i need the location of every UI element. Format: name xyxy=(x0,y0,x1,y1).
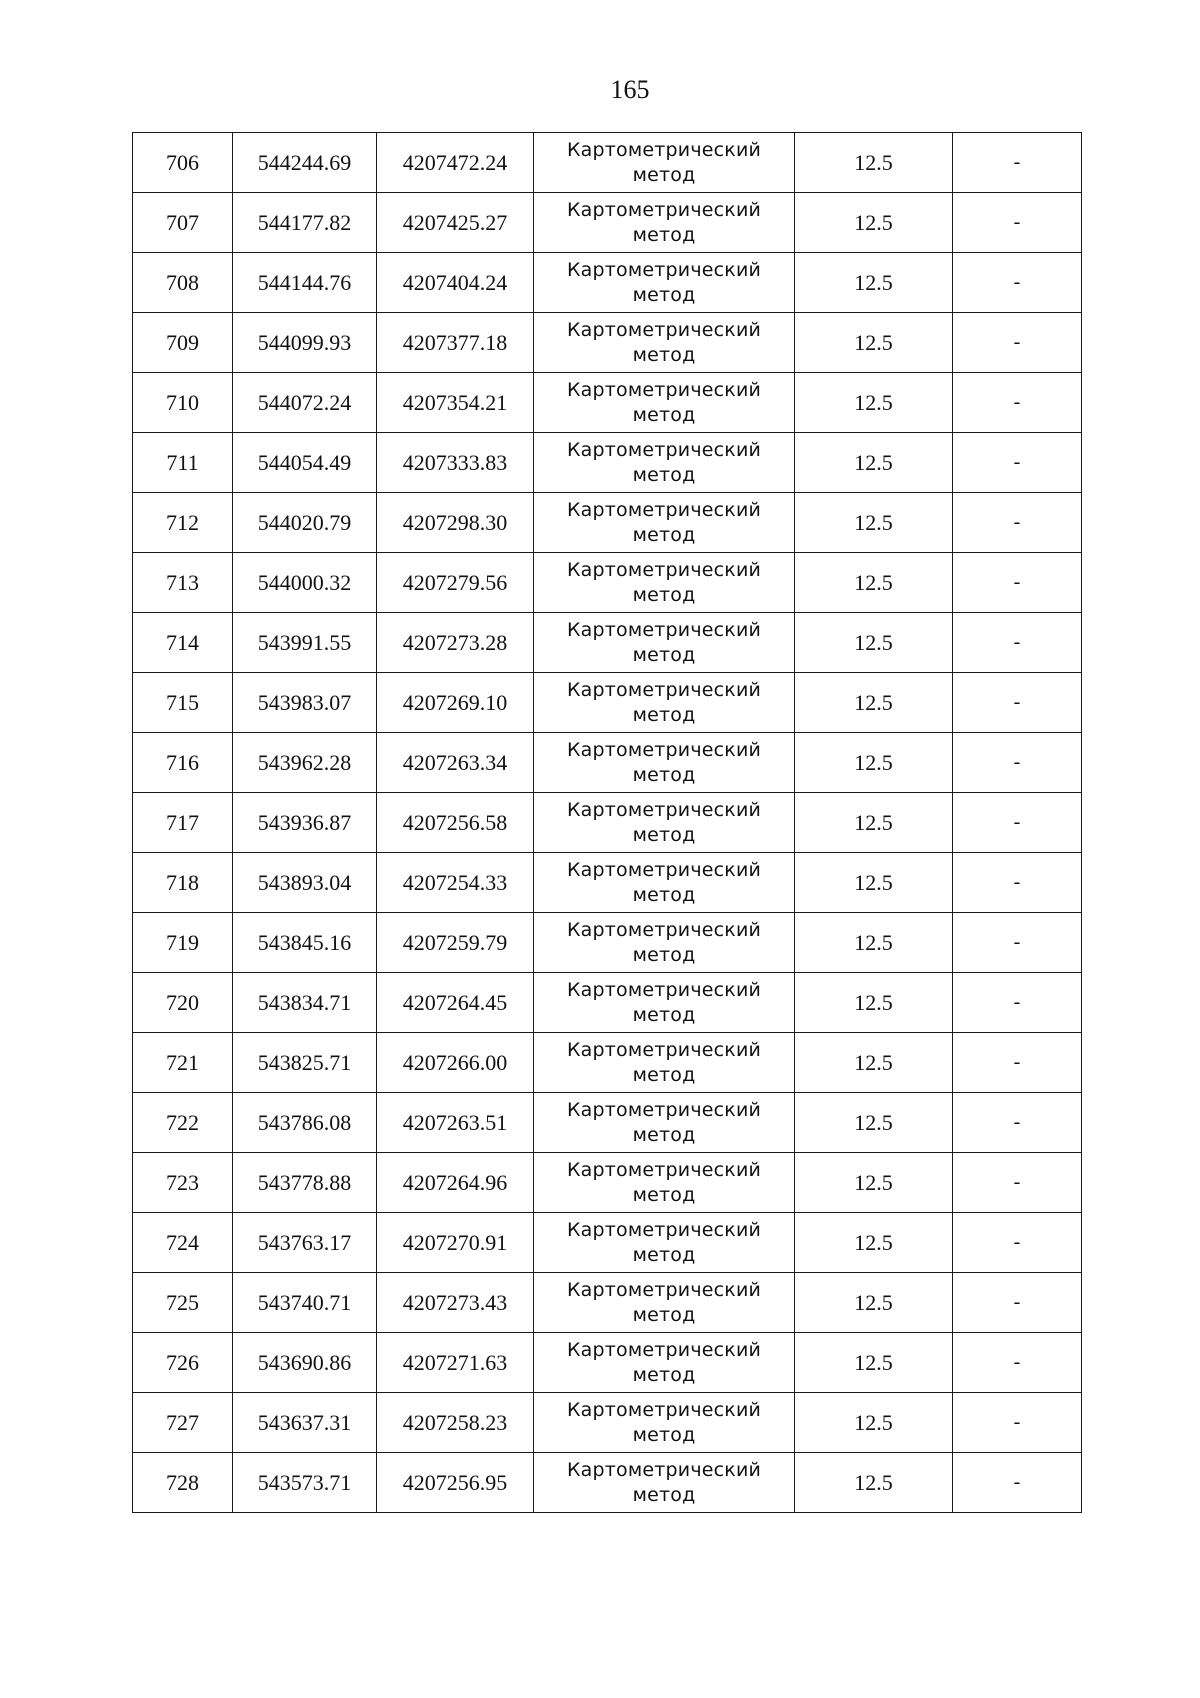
method-cell xyxy=(534,1393,795,1453)
method-line-2: метод xyxy=(632,343,696,366)
accuracy-cell: 12.5 xyxy=(795,1213,953,1273)
x-coordinate-cell: 544177.82 xyxy=(233,193,377,253)
method-cell xyxy=(534,793,795,853)
x-coordinate-cell: 543763.17 xyxy=(233,1213,377,1273)
x-coordinate-cell: 543936.87 xyxy=(233,793,377,853)
x-coordinate-cell: 543983.07 xyxy=(233,673,377,733)
point-number-cell: 715 xyxy=(133,673,233,733)
point-number-cell: 722 xyxy=(133,1093,233,1153)
accuracy-cell: 12.5 xyxy=(795,1093,953,1153)
note-cell: - xyxy=(953,973,1082,1033)
note-cell: - xyxy=(953,1453,1082,1513)
accuracy-cell: 12.5 xyxy=(795,133,953,193)
accuracy-cell: 12.5 xyxy=(795,193,953,253)
point-number-cell: 707 xyxy=(133,193,233,253)
method-cell xyxy=(534,1273,795,1333)
method-line-2: метод xyxy=(632,1483,696,1506)
method-line-1: Картометрический xyxy=(566,558,762,581)
method-line-1: Картометрический xyxy=(566,618,762,641)
y-coordinate-cell: 4207298.30 xyxy=(377,493,534,553)
y-coordinate-cell: 4207270.91 xyxy=(377,1213,534,1273)
method-line-2: метод xyxy=(632,1303,696,1326)
y-coordinate-cell: 4207264.45 xyxy=(377,973,534,1033)
method-line-1: Картометрический xyxy=(566,858,762,881)
method-line-1: Картометрический xyxy=(566,318,762,341)
y-coordinate-cell: 4207264.96 xyxy=(377,1153,534,1213)
point-number-cell: 710 xyxy=(133,373,233,433)
method-cell xyxy=(534,553,795,613)
accuracy-cell: 12.5 xyxy=(795,553,953,613)
x-coordinate-cell: 543834.71 xyxy=(233,973,377,1033)
note-cell: - xyxy=(953,1213,1082,1273)
y-coordinate-cell: 4207273.28 xyxy=(377,613,534,673)
y-coordinate-cell: 4207263.51 xyxy=(377,1093,534,1153)
x-coordinate-cell: 543740.71 xyxy=(233,1273,377,1333)
method-line-2: метод xyxy=(632,943,696,966)
method-cell xyxy=(534,1213,795,1273)
method-cell xyxy=(534,433,795,493)
point-number-cell: 723 xyxy=(133,1153,233,1213)
note-cell: - xyxy=(953,553,1082,613)
accuracy-cell: 12.5 xyxy=(795,733,953,793)
x-coordinate-cell: 543893.04 xyxy=(233,853,377,913)
x-coordinate-cell: 543845.16 xyxy=(233,913,377,973)
note-cell: - xyxy=(953,673,1082,733)
y-coordinate-cell: 4207354.21 xyxy=(377,373,534,433)
method-line-2: метод xyxy=(632,1003,696,1026)
method-line-1: Картометрический xyxy=(566,438,762,461)
table-row xyxy=(133,313,1082,373)
method-line-1: Картометрический xyxy=(566,378,762,401)
note-cell: - xyxy=(953,373,1082,433)
method-line-1: Картометрический xyxy=(566,798,762,821)
method-cell xyxy=(534,733,795,793)
x-coordinate-cell: 543962.28 xyxy=(233,733,377,793)
method-line-2: метод xyxy=(632,1423,696,1446)
point-number-cell: 728 xyxy=(133,1453,233,1513)
table-row xyxy=(133,1153,1082,1213)
table-row xyxy=(133,373,1082,433)
accuracy-cell: 12.5 xyxy=(795,1153,953,1213)
method-line-1: Картометрический xyxy=(566,1038,762,1061)
point-number-cell: 718 xyxy=(133,853,233,913)
table-row xyxy=(133,1393,1082,1453)
method-cell xyxy=(534,973,795,1033)
coordinates-table xyxy=(132,132,1082,1513)
method-line-1: Картометрический xyxy=(566,1158,762,1181)
note-cell: - xyxy=(953,1093,1082,1153)
point-number-cell: 717 xyxy=(133,793,233,853)
table-row xyxy=(133,433,1082,493)
y-coordinate-cell: 4207269.10 xyxy=(377,673,534,733)
y-coordinate-cell: 4207333.83 xyxy=(377,433,534,493)
accuracy-cell: 12.5 xyxy=(795,913,953,973)
method-line-2: метод xyxy=(632,763,696,786)
method-cell xyxy=(534,1453,795,1513)
y-coordinate-cell: 4207404.24 xyxy=(377,253,534,313)
y-coordinate-cell: 4207273.43 xyxy=(377,1273,534,1333)
note-cell: - xyxy=(953,253,1082,313)
point-number-cell: 706 xyxy=(133,133,233,193)
accuracy-cell: 12.5 xyxy=(795,493,953,553)
point-number-cell: 726 xyxy=(133,1333,233,1393)
x-coordinate-cell: 543786.08 xyxy=(233,1093,377,1153)
method-cell xyxy=(534,313,795,373)
note-cell: - xyxy=(953,853,1082,913)
table-row xyxy=(133,253,1082,313)
table-row xyxy=(133,613,1082,673)
method-line-1: Картометрический xyxy=(566,258,762,281)
method-line-2: метод xyxy=(632,1363,696,1386)
point-number-cell: 709 xyxy=(133,313,233,373)
method-line-2: метод xyxy=(632,223,696,246)
method-cell xyxy=(534,1333,795,1393)
point-number-cell: 711 xyxy=(133,433,233,493)
note-cell: - xyxy=(953,133,1082,193)
method-line-1: Картометрический xyxy=(566,138,762,161)
x-coordinate-cell: 543825.71 xyxy=(233,1033,377,1093)
y-coordinate-cell: 4207256.58 xyxy=(377,793,534,853)
method-cell xyxy=(534,1093,795,1153)
accuracy-cell: 12.5 xyxy=(795,1333,953,1393)
method-line-1: Картометрический xyxy=(566,198,762,221)
point-number-cell: 714 xyxy=(133,613,233,673)
table-row xyxy=(133,673,1082,733)
method-line-2: метод xyxy=(632,523,696,546)
note-cell: - xyxy=(953,313,1082,373)
accuracy-cell: 12.5 xyxy=(795,433,953,493)
method-line-2: метод xyxy=(632,1243,696,1266)
method-cell xyxy=(534,1033,795,1093)
x-coordinate-cell: 544244.69 xyxy=(233,133,377,193)
method-line-1: Картометрический xyxy=(566,918,762,941)
method-line-1: Картометрический xyxy=(566,498,762,521)
note-cell: - xyxy=(953,493,1082,553)
note-cell: - xyxy=(953,613,1082,673)
method-line-1: Картометрический xyxy=(566,1278,762,1301)
point-number-cell: 708 xyxy=(133,253,233,313)
y-coordinate-cell: 4207271.63 xyxy=(377,1333,534,1393)
table-row xyxy=(133,1333,1082,1393)
y-coordinate-cell: 4207425.27 xyxy=(377,193,534,253)
table-row xyxy=(133,733,1082,793)
y-coordinate-cell: 4207472.24 xyxy=(377,133,534,193)
coordinates-table-body xyxy=(133,133,1082,1513)
point-number-cell: 719 xyxy=(133,913,233,973)
table-row xyxy=(133,553,1082,613)
page-number: 165 xyxy=(610,75,650,104)
method-line-2: метод xyxy=(632,1183,696,1206)
accuracy-cell: 12.5 xyxy=(795,1453,953,1513)
point-number-cell: 716 xyxy=(133,733,233,793)
method-line-1: Картометрический xyxy=(566,1398,762,1421)
table-row xyxy=(133,133,1082,193)
accuracy-cell: 12.5 xyxy=(795,613,953,673)
method-line-2: метод xyxy=(632,883,696,906)
accuracy-cell: 12.5 xyxy=(795,253,953,313)
method-line-2: метод xyxy=(632,583,696,606)
x-coordinate-cell: 543637.31 xyxy=(233,1393,377,1453)
table-row xyxy=(133,1273,1082,1333)
point-number-cell: 721 xyxy=(133,1033,233,1093)
method-line-2: метод xyxy=(632,403,696,426)
method-cell xyxy=(534,493,795,553)
method-line-1: Картометрический xyxy=(566,1338,762,1361)
x-coordinate-cell: 543991.55 xyxy=(233,613,377,673)
y-coordinate-cell: 4207266.00 xyxy=(377,1033,534,1093)
point-number-cell: 720 xyxy=(133,973,233,1033)
accuracy-cell: 12.5 xyxy=(795,793,953,853)
accuracy-cell: 12.5 xyxy=(795,1393,953,1453)
x-coordinate-cell: 544020.79 xyxy=(233,493,377,553)
accuracy-cell: 12.5 xyxy=(795,1273,953,1333)
method-cell xyxy=(534,673,795,733)
note-cell: - xyxy=(953,793,1082,853)
method-cell xyxy=(534,373,795,433)
method-line-2: метод xyxy=(632,163,696,186)
method-line-1: Картометрический xyxy=(566,1458,762,1481)
x-coordinate-cell: 543778.88 xyxy=(233,1153,377,1213)
y-coordinate-cell: 4207254.33 xyxy=(377,853,534,913)
x-coordinate-cell: 544054.49 xyxy=(233,433,377,493)
x-coordinate-cell: 544099.93 xyxy=(233,313,377,373)
accuracy-cell: 12.5 xyxy=(795,853,953,913)
method-cell xyxy=(534,613,795,673)
note-cell: - xyxy=(953,193,1082,253)
note-cell: - xyxy=(953,433,1082,493)
point-number-cell: 725 xyxy=(133,1273,233,1333)
accuracy-cell: 12.5 xyxy=(795,313,953,373)
y-coordinate-cell: 4207377.18 xyxy=(377,313,534,373)
note-cell: - xyxy=(953,1033,1082,1093)
note-cell: - xyxy=(953,1153,1082,1213)
point-number-cell: 713 xyxy=(133,553,233,613)
note-cell: - xyxy=(953,733,1082,793)
accuracy-cell: 12.5 xyxy=(795,973,953,1033)
method-line-2: метод xyxy=(632,643,696,666)
method-line-2: метод xyxy=(632,703,696,726)
table-row xyxy=(133,493,1082,553)
note-cell: - xyxy=(953,913,1082,973)
point-number-cell: 724 xyxy=(133,1213,233,1273)
method-cell xyxy=(534,193,795,253)
x-coordinate-cell: 543573.71 xyxy=(233,1453,377,1513)
y-coordinate-cell: 4207258.23 xyxy=(377,1393,534,1453)
table-row xyxy=(133,1033,1082,1093)
method-cell xyxy=(534,913,795,973)
point-number-cell: 727 xyxy=(133,1393,233,1453)
method-line-2: метод xyxy=(632,1063,696,1086)
table-row xyxy=(133,853,1082,913)
method-line-2: метод xyxy=(632,823,696,846)
table-row xyxy=(133,193,1082,253)
y-coordinate-cell: 4207263.34 xyxy=(377,733,534,793)
method-line-1: Картометрический xyxy=(566,1218,762,1241)
method-line-1: Картометрический xyxy=(566,738,762,761)
method-line-1: Картометрический xyxy=(566,978,762,1001)
table-row xyxy=(133,1213,1082,1273)
method-line-2: метод xyxy=(632,1123,696,1146)
y-coordinate-cell: 4207279.56 xyxy=(377,553,534,613)
method-cell xyxy=(534,253,795,313)
point-number-cell: 712 xyxy=(133,493,233,553)
accuracy-cell: 12.5 xyxy=(795,373,953,433)
x-coordinate-cell: 543690.86 xyxy=(233,1333,377,1393)
x-coordinate-cell: 544072.24 xyxy=(233,373,377,433)
table-row xyxy=(133,973,1082,1033)
table-row xyxy=(133,1093,1082,1153)
y-coordinate-cell: 4207259.79 xyxy=(377,913,534,973)
table-row xyxy=(133,793,1082,853)
accuracy-cell: 12.5 xyxy=(795,1033,953,1093)
method-cell xyxy=(534,853,795,913)
table-row xyxy=(133,1453,1082,1513)
method-line-1: Картометрический xyxy=(566,1098,762,1121)
note-cell: - xyxy=(953,1393,1082,1453)
x-coordinate-cell: 544000.32 xyxy=(233,553,377,613)
note-cell: - xyxy=(953,1333,1082,1393)
method-cell xyxy=(534,133,795,193)
method-line-1: Картометрический xyxy=(566,678,762,701)
method-cell xyxy=(534,1153,795,1213)
x-coordinate-cell: 544144.76 xyxy=(233,253,377,313)
note-cell: - xyxy=(953,1273,1082,1333)
y-coordinate-cell: 4207256.95 xyxy=(377,1453,534,1513)
table-row xyxy=(133,913,1082,973)
method-line-2: метод xyxy=(632,463,696,486)
method-line-2: метод xyxy=(632,283,696,306)
accuracy-cell: 12.5 xyxy=(795,673,953,733)
